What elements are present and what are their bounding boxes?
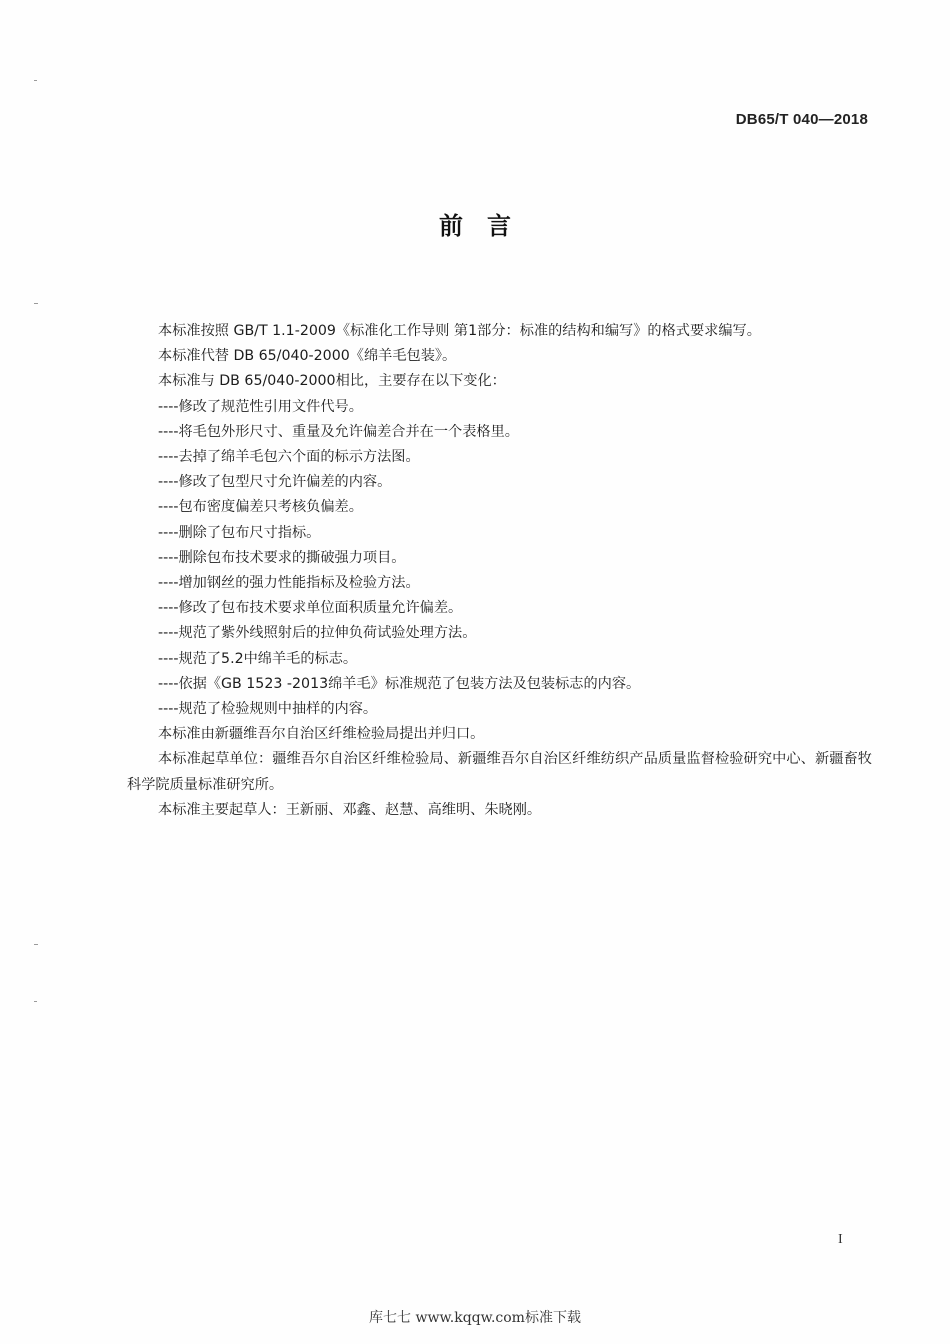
paragraph: 本标准由新疆维吾尔自治区纤维检验局提出并归口。 [158,726,485,743]
foreword-body [127,319,872,823]
change-item: ----修改了包型尺寸允许偏差的内容。 [158,474,392,491]
page-title: 前言 [439,212,535,240]
change-item: ----规范了检验规则中抽样的内容。 [158,701,378,718]
change-item: ----包布密度偏差只考核负偏差。 [158,499,363,516]
paragraph: 本标准与 DB 65/040-2000相比，主要存在以下变化： [158,373,506,390]
paragraph: 本标准代替 DB 65/040-2000《绵羊毛包装》。 [158,348,457,365]
change-item: ----规范了紫外线照射后的拉伸负荷试验处理方法。 [158,625,477,642]
change-item: ----删除包布技术要求的撕破强力项目。 [158,549,406,566]
paragraph: 本标准起草单位：疆维吾尔自治区纤维检验局、新疆维吾尔自治区纤维纺织产品质量监督检验研究中心、新疆畜牧科学院质量标准研究所。 [127,751,872,793]
change-item: ----将毛包外形尺寸、重量及允许偏差合并在一个表格里。 [158,423,519,440]
change-item: ----修改了规范性引用文件代号。 [158,398,363,415]
scan-artifact-mark [34,944,38,945]
change-item: ----规范了5.2中绵羊毛的标志。 [158,650,358,667]
paragraph: 本标准按照 GB/T 1.1-2009《标准化工作导则 第1部分：标准的结构和编写》的格式要求编写。 [158,323,761,339]
change-item: ----增加钢丝的强力性能指标及检验方法。 [158,575,420,592]
document-code: DB65/T 040—2018 [735,111,868,128]
change-item: ----删除了包布尺寸指标。 [158,524,321,541]
footer-watermark: 库七七 www.kqqw.com标准下载 [369,1310,581,1326]
scan-artifact-mark [34,1001,37,1002]
change-item: ----去掉了绵羊毛包六个面的标示方法图。 [158,449,420,466]
scan-artifact-mark [34,303,38,304]
paragraph: 本标准主要起草人：王新丽、邓鑫、赵慧、高维明、朱晓刚。 [158,801,542,818]
scan-artifact-mark [34,80,37,81]
change-item: ----依据《GB 1523 -2013绵羊毛》标准规范了包装方法及包装标志的内容。 [158,675,641,692]
change-item: ----修改了包布技术要求单位面积质量允许偏差。 [158,600,463,617]
page-number: I [838,1232,843,1247]
